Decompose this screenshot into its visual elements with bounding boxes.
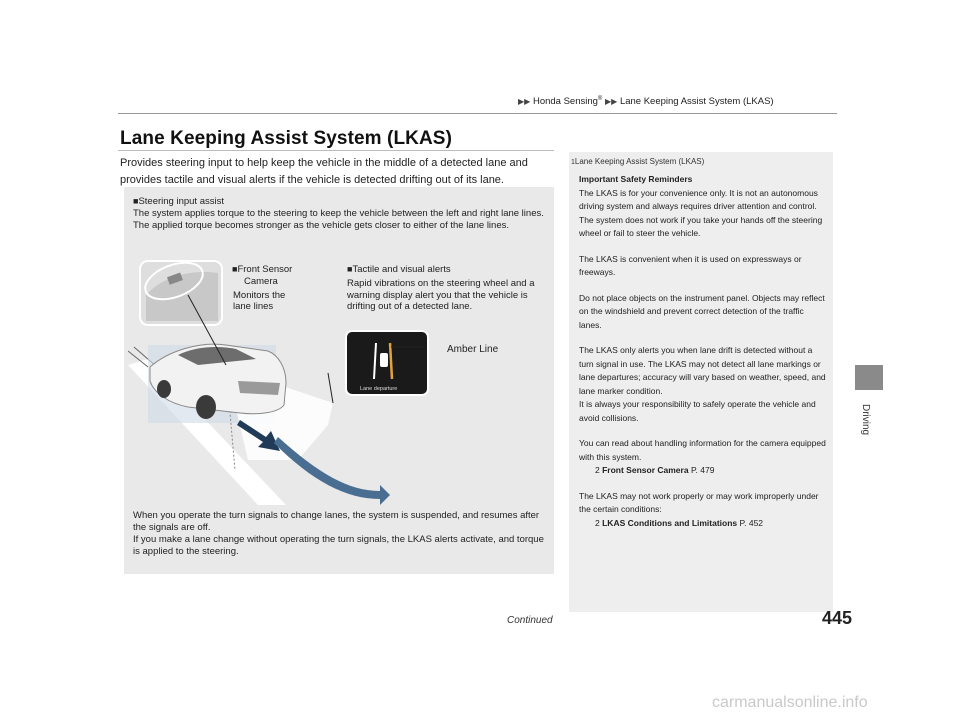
- front-camera-link[interactable]: 2 Front Sensor Camera P. 479: [595, 465, 715, 475]
- page-title: Lane Keeping Assist System (LKAS): [120, 128, 453, 149]
- reference-marker-icon: 1: [571, 159, 575, 166]
- lane-departure-display: [328, 331, 428, 403]
- watermark: carmanualsonline.info: [712, 694, 868, 711]
- registered-mark: ®: [597, 96, 603, 102]
- section-tab-marker[interactable]: [855, 365, 883, 390]
- reference-para-2: The LKAS is convenient when it is used on expressways or freeways.: [579, 253, 802, 277]
- reference-body: [579, 173, 827, 530]
- breadcrumb-item-lkas[interactable]: Lane Keeping Assist System (LKAS): [619, 96, 774, 108]
- section-tab-label: Driving: [860, 404, 871, 436]
- breadcrumb: [518, 96, 774, 107]
- continued-label: Continued: [507, 615, 553, 626]
- square-bullet-icon: ■: [347, 264, 353, 274]
- front-camera-heading-cont: Camera: [244, 276, 278, 287]
- lane-departure-label: Lane departure: [360, 386, 398, 392]
- square-bullet-icon: ■: [133, 196, 139, 206]
- steering-assist-text: The system applies torque to the steering to keep the vehicle between the left and right lane lines. The applied torque becomes stronger as the vehicle gets closer to either of the lane lines.: [133, 208, 544, 231]
- front-camera-text-l2: lane lines: [233, 301, 274, 312]
- reference-para-3: Do not place objects on the instrument panel. Objects may reflect on the windshield and prevent correct detection of the traffic lanes.: [579, 292, 825, 330]
- tactile-alerts-heading: ■Tactile and visual alerts: [347, 264, 451, 275]
- reference-para-6: You can read about handling information for the camera equipped with this system.: [579, 438, 826, 462]
- amber-line-label: Amber Line: [447, 344, 499, 355]
- steering-assist-heading: ■Steering input assist: [133, 196, 224, 207]
- reference-para-4: The LKAS only alerts you when lane drift is detected without a turn signal in use. The LKAS may not detect all lane markings or lane departures; accuracy will vary based on weather, speed, and lane marker condition.: [579, 345, 826, 396]
- front-camera-text-l1: Monitors the: [233, 290, 286, 301]
- tactile-alerts-text: Rapid vibrations on the steering wheel and a warning display alert you that the vehicle is drifting out of a detected lane.: [347, 278, 535, 312]
- lkas-conditions-link[interactable]: 2 LKAS Conditions and Limitations P. 452: [595, 517, 764, 528]
- front-camera-heading: ■Front Sensor: [232, 264, 293, 275]
- lane-change-text: If you make a lane change without operating the turn signals, the LKAS alerts activate, and torque is applied to the steering.: [133, 534, 544, 557]
- breadcrumb-arrow-icon: ▶▶: [604, 97, 618, 107]
- reference-para-1: The LKAS is for your convenience only. It is not an autonomous driving system and always requires driver attention and control. The system does not work if you take your hands off the steering wheel or fail to steer the vehicle.: [579, 187, 823, 238]
- intro-paragraph: Provides steering input to help keep the vehicle in the middle of a detected lane and provides tactile and visual alerts if the vehicle is detected drifting out of its lane.: [120, 157, 528, 186]
- title-divider: [118, 150, 554, 151]
- section-tab: [851, 404, 881, 464]
- turn-signal-text: When you operate the turn signals to change lanes, the system is suspended, and resumes after the signals are off.: [133, 510, 540, 533]
- breadcrumb-arrow-icon: ▶▶: [518, 97, 531, 107]
- breadcrumb-item-honda-sensing[interactable]: Honda Sensing: [532, 96, 598, 108]
- reference-heading: 1Lane Keeping Assist System (LKAS): [571, 157, 705, 166]
- page-ref-icon: 2: [595, 517, 600, 528]
- important-heading: Important Safety Reminders: [579, 174, 693, 184]
- reference-para-5: It is always your responsibility to safely operate the vehicle and avoid collisions.: [579, 399, 816, 423]
- header-divider: [118, 113, 837, 114]
- page-number: 445: [822, 608, 853, 628]
- reference-para-7: The LKAS may not work properly or may work improperly under the certain conditions:: [579, 490, 819, 514]
- square-bullet-icon: ■: [232, 264, 238, 274]
- page-ref-icon: 2: [595, 465, 600, 475]
